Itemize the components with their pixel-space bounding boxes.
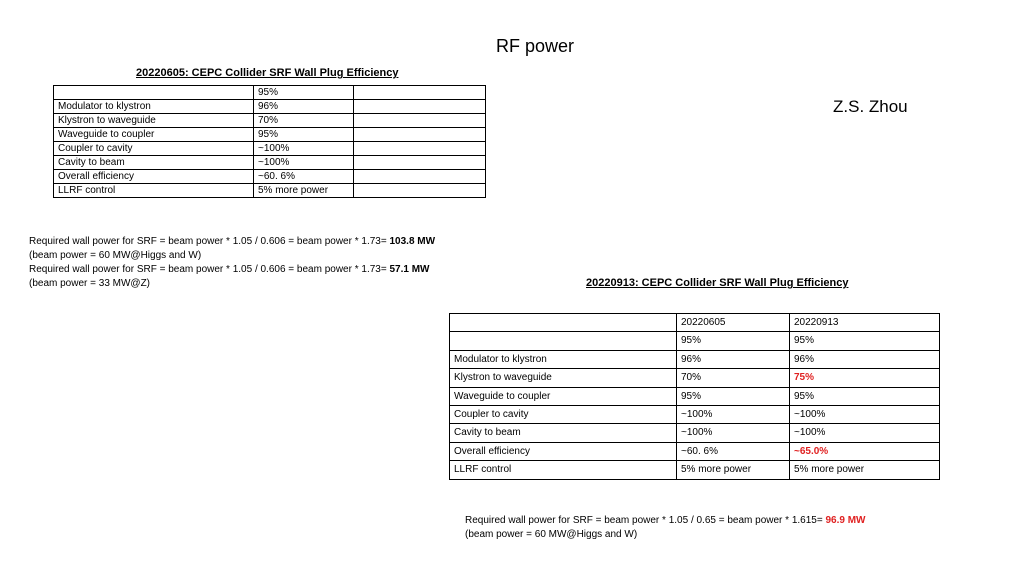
table-row [54,114,486,128]
header-cell: 20220605 [677,314,790,332]
table-cell [354,170,486,184]
table-cell: 95% [790,387,940,405]
note-text: Required wall power for SRF = beam power * 1.05 / 0.65 = beam power * 1.615= [465,515,826,526]
table-cell: 96% [677,350,790,368]
table-cell: Cavity to beam [450,424,677,442]
table-cell [354,86,486,100]
note-line: (beam power = 60 MW@Higgs and W) [465,529,638,540]
table-cell: 96% [254,100,354,114]
table2-caption: 20220913: CEPC Collider SRF Wall Plug Efficiency [586,277,849,289]
z-wall-power-value: 57.1 MW [389,264,430,275]
table-row [450,350,940,368]
table-row [54,184,486,198]
table-row [450,442,940,460]
table-cell: Overall efficiency [54,170,254,184]
header-cell: 20220913 [790,314,940,332]
table-row [450,461,940,479]
highlighted-cell: 75% [790,369,940,387]
table-cell [354,142,486,156]
table-cell: 95% [254,128,354,142]
table-cell: ~100% [790,424,940,442]
table-cell: 95% [677,387,790,405]
table1-caption: 20220605: CEPC Collider SRF Wall Plug Efficiency [136,67,399,79]
note-text: Required wall power for SRF = beam power * 1.05 / 0.606 = beam power * 1.73= [29,236,390,247]
table-row [450,387,940,405]
table-cell: ~100% [790,405,940,423]
table-cell: Modulator to klystron [450,350,677,368]
table-cell: 5% more power [677,461,790,479]
table-cell: LLRF control [450,461,677,479]
table-cell [354,156,486,170]
higgs-wall-power-value: 103.8 MW [389,236,436,247]
table-cell: 95% [677,332,790,350]
table-cell: Klystron to waveguide [54,114,254,128]
table-cell: ~100% [677,405,790,423]
wall-power-value: 96.9 MW [825,515,866,526]
note-line: (beam power = 33 MW@Z) [29,278,151,289]
table-cell: 70% [677,369,790,387]
table-row [54,128,486,142]
table-cell [354,184,486,198]
table-cell: Coupler to cavity [54,142,254,156]
wall-power-notes-20220913 [465,514,866,542]
table-row [54,142,486,156]
table-cell: Waveguide to coupler [450,387,677,405]
note-line [29,235,435,249]
table-row [450,369,940,387]
table-row [450,405,940,423]
table-row [54,170,486,184]
table-row [54,100,486,114]
table-row [450,332,940,350]
note-line: (beam power = 60 MW@Higgs and W) [29,250,202,261]
highlighted-cell: ~65.0% [790,442,940,460]
table-cell: ~60. 6% [254,170,354,184]
table-row [54,86,486,100]
table-cell: 95% [790,332,940,350]
table-cell: Overall efficiency [450,442,677,460]
table-row [450,424,940,442]
table-cell: Klystron to waveguide [450,369,677,387]
table-cell [354,128,486,142]
author-name: Z.S. Zhou [833,97,908,116]
table-cell: 95% [254,86,354,100]
table-cell [54,86,254,100]
table-cell: 96% [790,350,940,368]
table-cell [450,332,677,350]
table-cell: ~100% [254,142,354,156]
note-line [465,514,866,528]
table-cell: LLRF control [54,184,254,198]
table-row [54,156,486,170]
table-cell [354,114,486,128]
note-text: Required wall power for SRF = beam power * 1.05 / 0.606 = beam power * 1.73= [29,264,390,275]
table-cell: Modulator to klystron [54,100,254,114]
efficiency-table-20220605 [53,85,486,198]
table-cell: Waveguide to coupler [54,128,254,142]
table-cell: ~60. 6% [677,442,790,460]
table-cell: ~100% [677,424,790,442]
efficiency-table-20220913 [449,313,940,480]
table-cell [354,100,486,114]
table-cell: 5% more power [790,461,940,479]
table-cell: Coupler to cavity [450,405,677,423]
header-cell [450,314,677,332]
table-cell: 5% more power [254,184,354,198]
wall-power-notes-20220605 [29,235,435,291]
table-cell: 70% [254,114,354,128]
table-cell: Cavity to beam [54,156,254,170]
note-line [29,263,435,277]
slide-title: RF power [495,36,575,56]
table-cell: ~100% [254,156,354,170]
table-header-row [450,314,940,332]
